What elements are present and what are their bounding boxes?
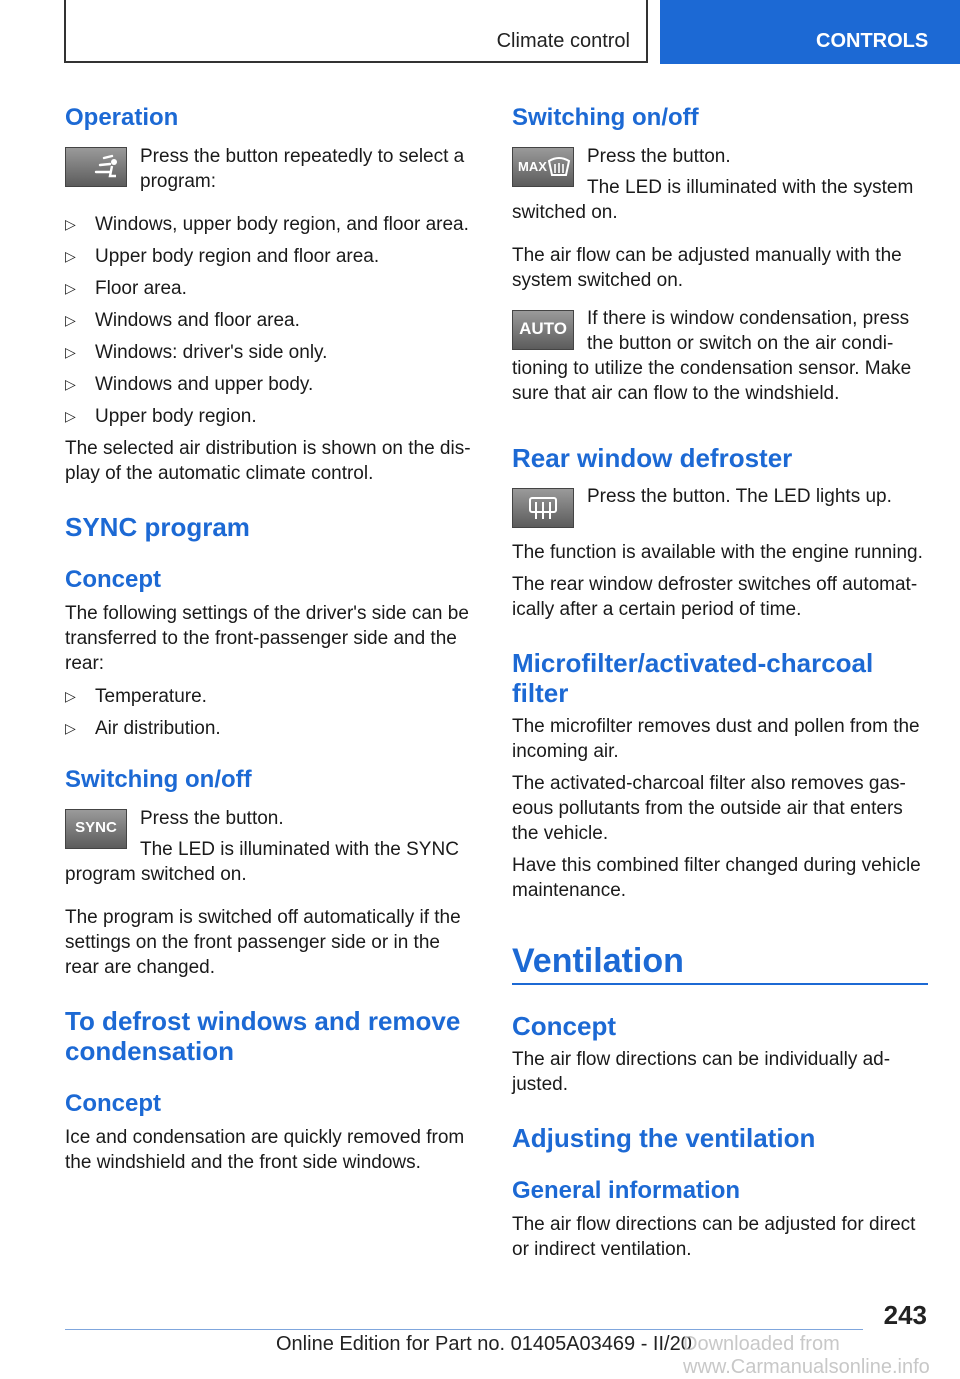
header-chapter-tab xyxy=(660,0,960,64)
sync-concept-2: transferred to the front-passenger side and the xyxy=(65,628,457,649)
rear-p1: The function is available with the engine running. xyxy=(512,542,923,563)
max-defrost-button xyxy=(512,147,574,187)
sync-auto-off-2: settings on the front passenger side or in the xyxy=(65,932,440,953)
bullet-triangle-icon: ▷ xyxy=(65,216,76,232)
filter-p3-2: maintenance. xyxy=(512,880,627,901)
filter-p2-3: the vehicle. xyxy=(512,823,609,844)
defrost-heading-1: To defrost windows and remove xyxy=(65,1006,461,1036)
switch-line-3: switched on. xyxy=(512,202,618,223)
windshield-defrost-icon xyxy=(547,155,571,179)
sync-concept-1: The following settings of the driver's side can be xyxy=(65,603,469,624)
switch-manual-2: system switched on. xyxy=(512,270,684,291)
filter-p1-2: incoming air. xyxy=(512,741,619,762)
air-distribution-icon xyxy=(66,148,126,186)
sync-auto-off-1: The program is switched off automatically if the xyxy=(65,907,461,928)
bullet-triangle-icon: ▷ xyxy=(65,344,76,360)
general-info-1: The air flow directions can be adjusted for direct xyxy=(512,1214,916,1235)
rear-defroster-button xyxy=(512,488,574,528)
rear-p2-2: ically after a certain period of time. xyxy=(512,599,802,620)
ventilation-heading: Ventilation xyxy=(512,942,684,980)
filter-p1-1: The microfilter removes dust and pollen from the xyxy=(512,716,920,737)
rear-p2-1: The rear window defroster switches off automat- xyxy=(512,574,918,595)
footer-edition: Online Edition for Part no. 01405A03469 - II/20 xyxy=(276,1333,692,1355)
list-item-text: Windows and floor area. xyxy=(95,310,300,331)
ventilation-concept-1: The air flow directions can be individually ad- xyxy=(512,1049,891,1070)
ventilation-concept-2: justed. xyxy=(512,1074,568,1095)
auto-text-3: tioning to utilize the condensation sensor. Make xyxy=(512,358,912,379)
rear-defroster-icon xyxy=(513,489,573,527)
operation-after-1: The selected air distribution is shown on the dis- xyxy=(65,438,471,459)
filter-p2-2: eous pollutants from the outside air that enters xyxy=(512,798,903,819)
list-item-text: Upper body region. xyxy=(95,406,257,427)
filter-p2-1: The activated-charcoal filter also removes gas- xyxy=(512,773,906,794)
switch-line-1: Press the button. xyxy=(587,146,731,167)
bullet-triangle-icon: ▷ xyxy=(65,720,76,736)
operation-heading: Operation xyxy=(65,104,179,131)
list-item-text: Air distribution. xyxy=(95,718,221,739)
bullet-triangle-icon: ▷ xyxy=(65,248,76,264)
header-section-title: Climate control xyxy=(496,30,630,52)
air-distribution-button xyxy=(65,147,127,187)
switch-manual-1: The air flow can be adjusted manually with the xyxy=(512,245,902,266)
operation-after-2: play of the automatic climate control. xyxy=(65,463,374,484)
defrost-concept-1: Ice and condensation are quickly removed from xyxy=(65,1127,465,1148)
header-chapter-title: CONTROLS xyxy=(816,30,929,52)
defrost-concept-2: the windshield and the front side windows. xyxy=(65,1152,421,1173)
adjust-ventilation-heading: Adjusting the ventilation xyxy=(512,1123,816,1153)
list-item-text: Temperature. xyxy=(95,686,207,707)
rear-press: Press the button. The LED lights up. xyxy=(587,486,892,507)
list-item-text: Windows, upper body region, and floor area. xyxy=(95,214,469,235)
page-number: 243 xyxy=(883,1300,927,1330)
general-info-heading: General information xyxy=(512,1177,741,1204)
filter-heading-2: filter xyxy=(512,678,569,708)
sync-switch-heading: Switching on/off xyxy=(65,766,252,793)
auto-button-label: AUTO xyxy=(519,319,567,338)
sync-switch-2: The LED is illuminated with the SYNC xyxy=(140,839,459,860)
list-item-text: Windows: driver's side only. xyxy=(95,342,328,363)
bullet-triangle-icon: ▷ xyxy=(65,408,76,424)
list-item-text: Upper body region and floor area. xyxy=(95,246,380,267)
filter-p3-1: Have this combined filter changed during vehicle xyxy=(512,855,921,876)
auto-button xyxy=(512,310,574,350)
filter-heading-1: Microfilter/activated-charcoal xyxy=(512,648,874,678)
footer-divider xyxy=(65,1329,863,1330)
operation-intro-2: program: xyxy=(140,171,217,192)
ventilation-concept-heading: Concept xyxy=(512,1011,616,1041)
rear-defroster-heading: Rear window defroster xyxy=(512,443,793,473)
footer-watermark: Downloaded from www.Carmanualsonline.info xyxy=(683,1333,930,1378)
bullet-triangle-icon: ▷ xyxy=(65,312,76,328)
auto-text-4: sure that air can flow to the windshield. xyxy=(512,383,840,404)
sync-button-label: SYNC xyxy=(75,819,117,836)
switch-line-2: The LED is illuminated with the system xyxy=(587,177,914,198)
sync-switch-3: program switched on. xyxy=(65,864,247,885)
bullet-triangle-icon: ▷ xyxy=(65,280,76,296)
ventilation-divider xyxy=(512,983,928,985)
sync-concept-heading: Concept xyxy=(65,566,161,593)
general-info-2: or indirect ventilation. xyxy=(512,1239,692,1260)
sync-auto-off-3: rear are changed. xyxy=(65,957,215,978)
auto-text-2: the button or switch on the air condi- xyxy=(587,333,894,354)
sync-concept-3: rear: xyxy=(65,653,105,674)
auto-text-1: If there is window condensation, press xyxy=(587,308,910,329)
defrost-concept-heading: Concept xyxy=(65,1090,161,1117)
switch-heading: Switching on/off xyxy=(512,104,699,131)
sync-button xyxy=(65,809,127,849)
bullet-triangle-icon: ▷ xyxy=(65,688,76,704)
bullet-triangle-icon: ▷ xyxy=(65,376,76,392)
operation-intro-1: Press the button repeatedly to select a xyxy=(140,146,465,167)
header-section-box xyxy=(64,0,648,63)
sync-switch-1: Press the button. xyxy=(140,808,284,829)
max-button-label: MAX xyxy=(518,159,547,174)
defrost-heading-2: condensation xyxy=(65,1036,235,1066)
list-item-text: Floor area. xyxy=(95,278,187,299)
list-item-text: Windows and upper body. xyxy=(95,374,314,395)
sync-heading: SYNC program xyxy=(65,512,250,542)
